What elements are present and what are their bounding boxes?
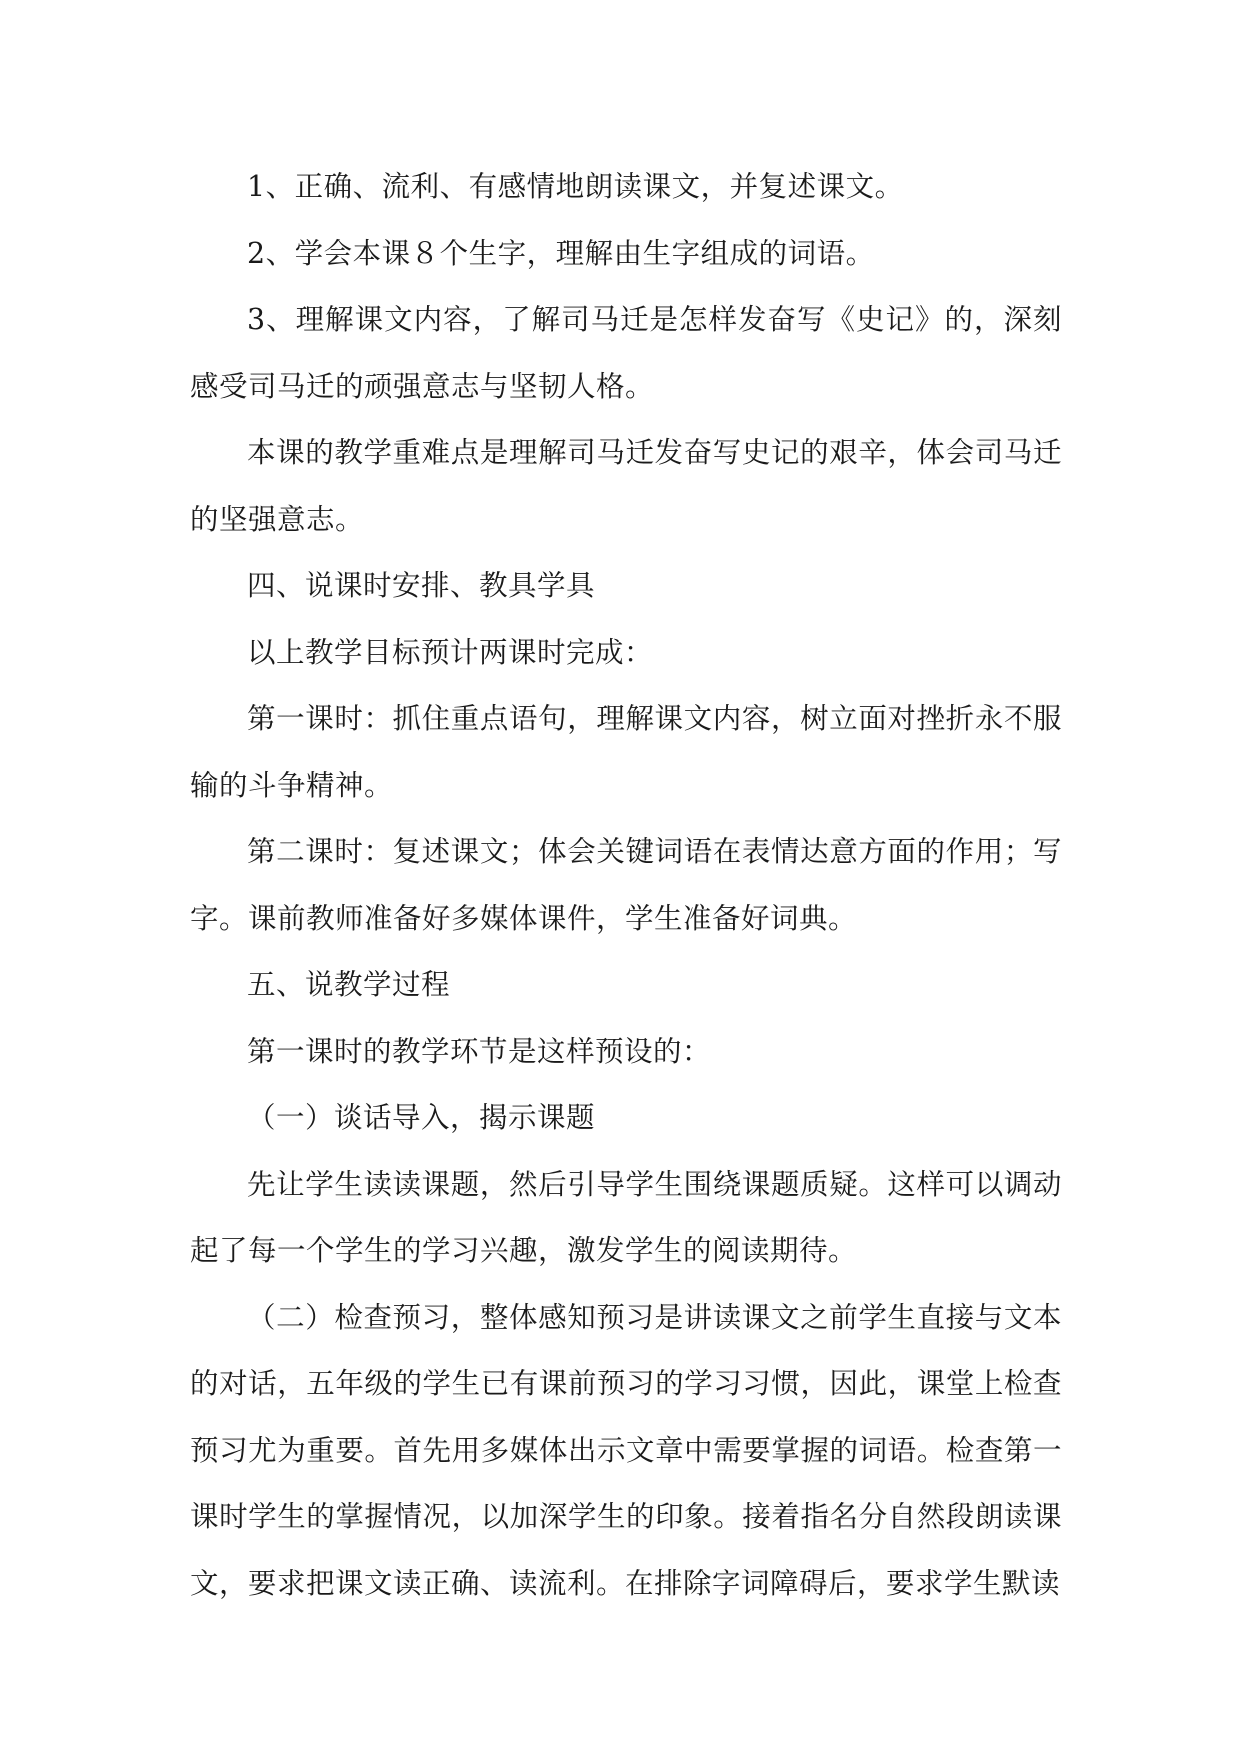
step-2-paragraph: （二）检查预习，整体感知预习是讲读课文之前学生直接与文本的对话，五年级的学生已有课前预习的学习习惯，因此，课堂上检查预习尤为重要。首先用多媒体出示文章中需要掌握的词语。检查第一课时学生的掌握情况，以加深学生的印象。接着指名分自然段朗读课文，要求把课文读正确、读流利。在排除字词障碍后，要求学生默读 — [190, 1300, 1062, 1600]
step-1-heading: （一）谈话导入，揭示课题 — [247, 1101, 596, 1134]
lesson-2-paragraph: 第二课时：复述课文；体会关键词语在表情达意方面的作用；写字。课前教师准备好多媒体课件，学生准备好词典。 — [190, 835, 1062, 935]
section-heading-4: 四、说课时安排、教具学具 — [247, 569, 596, 602]
process-intro: 第一课时的教学环节是这样预设的： — [247, 1034, 712, 1068]
document-body — [190, 154, 1062, 1617]
objective-3: 3、理解课文内容，了解司马迁是怎样发奋写《史记》的，深刻感受司马迁的顽强意志与坚韧人格。 — [190, 303, 1062, 403]
objective-2: 2、学会本课８个生字，理解由生字组成的词语。 — [247, 236, 875, 270]
schedule-intro: 以上教学目标预计两课时完成： — [247, 635, 654, 669]
key-difficulty-paragraph: 本课的教学重难点是理解司马迁发奋写史记的艰辛，体会司马迁的坚强意志。 — [190, 436, 1062, 536]
objective-1: 1、正确、流利、有感情地朗读课文，并复述课文。 — [247, 170, 904, 203]
step-1-paragraph: 先让学生读读课题，然后引导学生围绕课题质疑。这样可以调动起了每一个学生的学习兴趣，激发学生的阅读期待。 — [190, 1167, 1062, 1267]
section-heading-5: 五、说教学过程 — [247, 968, 451, 1001]
lesson-1-paragraph: 第一课时：抓住重点语句，理解课文内容，树立面对挫折永不服输的斗争精神。 — [190, 702, 1062, 802]
